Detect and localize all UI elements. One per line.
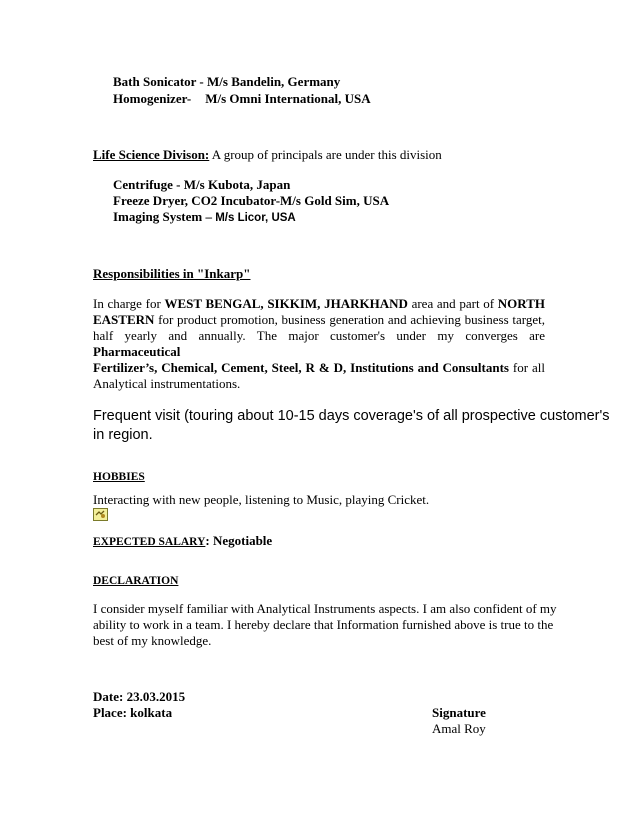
- resp-line-5: Analytical instrumentations.: [93, 376, 241, 391]
- declaration-line-3: best of my knowledge.: [93, 633, 212, 648]
- life-science-description: A group of principals are under this division: [209, 147, 442, 162]
- imaging-system-line: [113, 209, 296, 226]
- resp-line-2: EASTERN for product promotion, business generation and achieving business target,: [93, 312, 545, 327]
- hobbies-heading: HOBBIES: [93, 471, 145, 483]
- expected-salary-heading: EXPECTED SALARY: [93, 536, 206, 548]
- imaging-system-value: M/s Licor, USA: [215, 212, 296, 224]
- expected-salary-value: : Negotiable: [205, 533, 273, 548]
- resp-line-1: In charge for WEST BENGAL, SIKKIM, JHARKHAND area and part of NORTH: [93, 296, 545, 311]
- imaging-system-label: Imaging System –: [113, 209, 216, 224]
- homogenizer-label: Homogenizer-: [113, 91, 192, 106]
- hobbies-text: Interacting with new people, listening to Music, playing Cricket.: [93, 492, 430, 507]
- date-line: Date: 23.03.2015: [93, 689, 186, 704]
- resp-line-3: half yearly and annually. The major customer's under my converges are Pharmaceutical: [93, 328, 545, 359]
- declaration-line-2: ability to work in a team. I hereby declare that Information furnished above is true to the: [93, 617, 554, 632]
- frequent-visit-line-2: in region.: [93, 427, 153, 443]
- resp-line-4: Fertilizer’s, Chemical, Cement, Steel, R & D, Institutions and Consultants for all: [93, 360, 545, 375]
- responsibilities-paragraph: [93, 296, 545, 392]
- centrifuge-line: Centrifuge - M/s Kubota, Japan: [113, 177, 291, 192]
- life-science-heading: Life Science Divison:: [93, 147, 210, 162]
- frequent-visit-line-1: Frequent visit (touring about 10-15 days coverage's of all prospective customer's: [93, 408, 610, 424]
- place-line: Place: kolkata: [93, 705, 173, 720]
- declaration-line-1: I consider myself familiar with Analytical Instruments aspects. I am also confident of my: [93, 601, 557, 616]
- bath-sonicator-label: Bath Sonicator -: [113, 74, 208, 89]
- declaration-heading: DECLARATION: [93, 575, 179, 587]
- signature-name: Amal Roy: [432, 721, 486, 736]
- responsibilities-heading: Responsibilities in "Inkarp": [93, 266, 251, 281]
- expected-salary-line: [93, 533, 272, 550]
- life-science-line: [93, 147, 442, 163]
- embedded-object-icon: [93, 508, 108, 521]
- homogenizer-line: [113, 91, 371, 107]
- homogenizer-value: M/s Omni International, USA: [205, 91, 371, 106]
- bath-sonicator-value: M/s Bandelin, Germany: [207, 74, 341, 89]
- bath-sonicator-line: [113, 74, 340, 90]
- freeze-dryer-line: Freeze Dryer, CO2 Incubator-M/s Gold Sim, USA: [113, 193, 390, 208]
- signature-label: Signature: [432, 705, 486, 720]
